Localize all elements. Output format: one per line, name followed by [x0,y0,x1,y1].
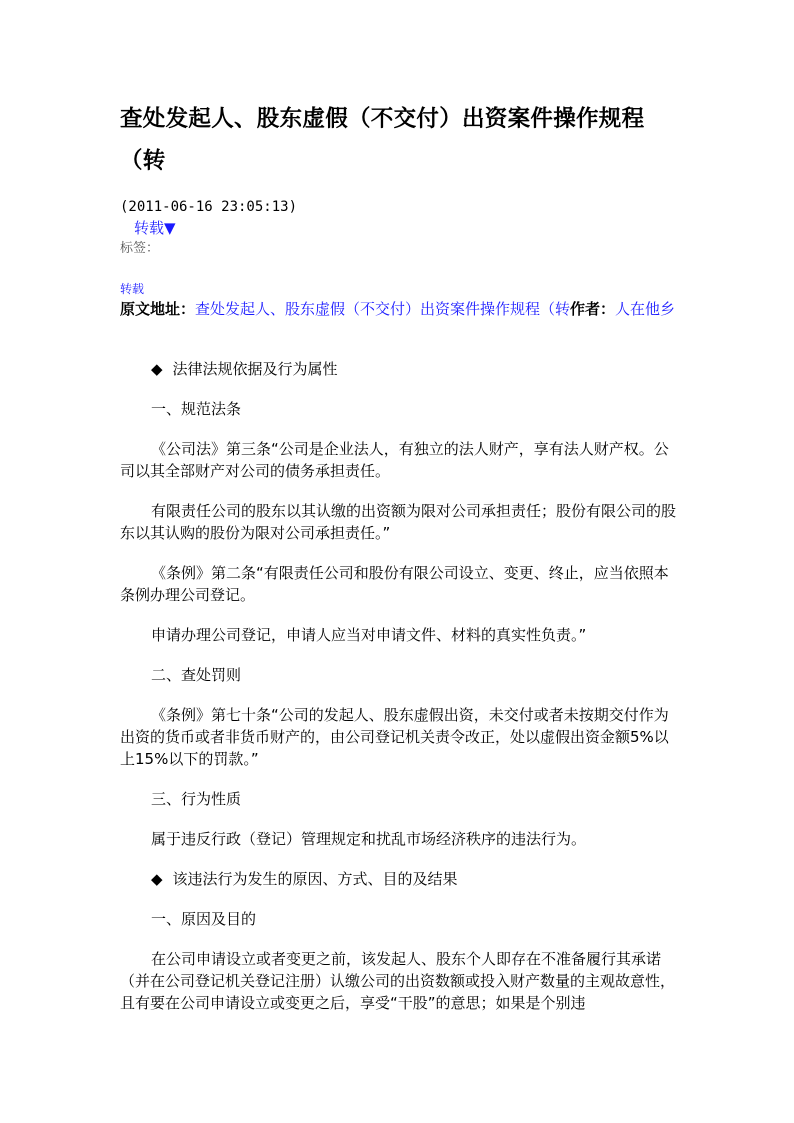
section-heading [120,868,676,890]
paragraph: 申请办理公司登记，申请人应当对申请文件、材料的真实性负责。” [151,626,587,644]
section-heading [120,358,676,380]
source-info [120,298,676,320]
category-link[interactable]: 转载 [120,282,145,296]
paragraph: 《条例》第二条“有限责任公司和股份有限公司设立、变更、终止，应当依照本条例办理公司登记。 [120,564,669,604]
tags-label: 标签： [120,241,160,256]
paragraph: 有限责任公司的股东以其认缴的出资额为限对公司承担责任；股份有限公司的股东以其认购的股份为限对公司承担责任。” [120,502,677,542]
author-link[interactable]: 人在他乡 [615,300,676,318]
diamond-bullet-icon: ◆ [151,870,163,888]
author-label: 作者： [570,300,616,318]
article-body [120,358,676,1032]
paragraph: 《条例》第七十条“公司的发起人、股东虚假出资，未交付或者未按期交付作为出资的货币或者非货币财产的，由公司登记机关责令改正，处以虚假出资金额5%以上15%以下的罚款。” [120,706,669,768]
subheading: 二、查处罚则 [151,666,242,684]
paragraph: 在公司申请设立或者变更之前，该发起人、股东个人即存在不准备履行其承诺（并在公司登记机关登记注册）认缴公司的出资数额或投入财产数量的主观故意性，且有要在公司申请设立或变更之后，享受“干股”的意思；如果是个别违 [120,950,676,1012]
paragraph: 《公司法》第三条“公司是企业法人，有独立的法人财产，享有法人财产权。公司以其全部财产对公司的债务承担责任。 [120,440,669,480]
article-title: 查处发起人、股东虚假（不交付）出资案件操作规程（转 [120,106,645,174]
paragraph: 属于违反行政（登记）管理规定和扰乱市场经济秩序的违法行为。 [151,830,587,848]
repost-dropdown-link[interactable]: 转载▼ [134,219,176,237]
source-label: 原文地址： [120,300,196,318]
source-link[interactable]: 查处发起人、股东虚假（不交付）出资案件操作规程（转 [195,300,571,318]
subheading: 三、行为性质 [151,790,242,808]
subheading: 一、规范法条 [151,400,242,418]
section-heading-text: 该违法行为发生的原因、方式、目的及结果 [172,870,458,888]
diamond-bullet-icon: ◆ [151,360,163,378]
section-heading-text: 法律法规依据及行为属性 [172,360,338,378]
post-timestamp: (2011-06-16 23:05:13) [120,199,298,215]
subheading: 一、原因及目的 [151,910,257,928]
